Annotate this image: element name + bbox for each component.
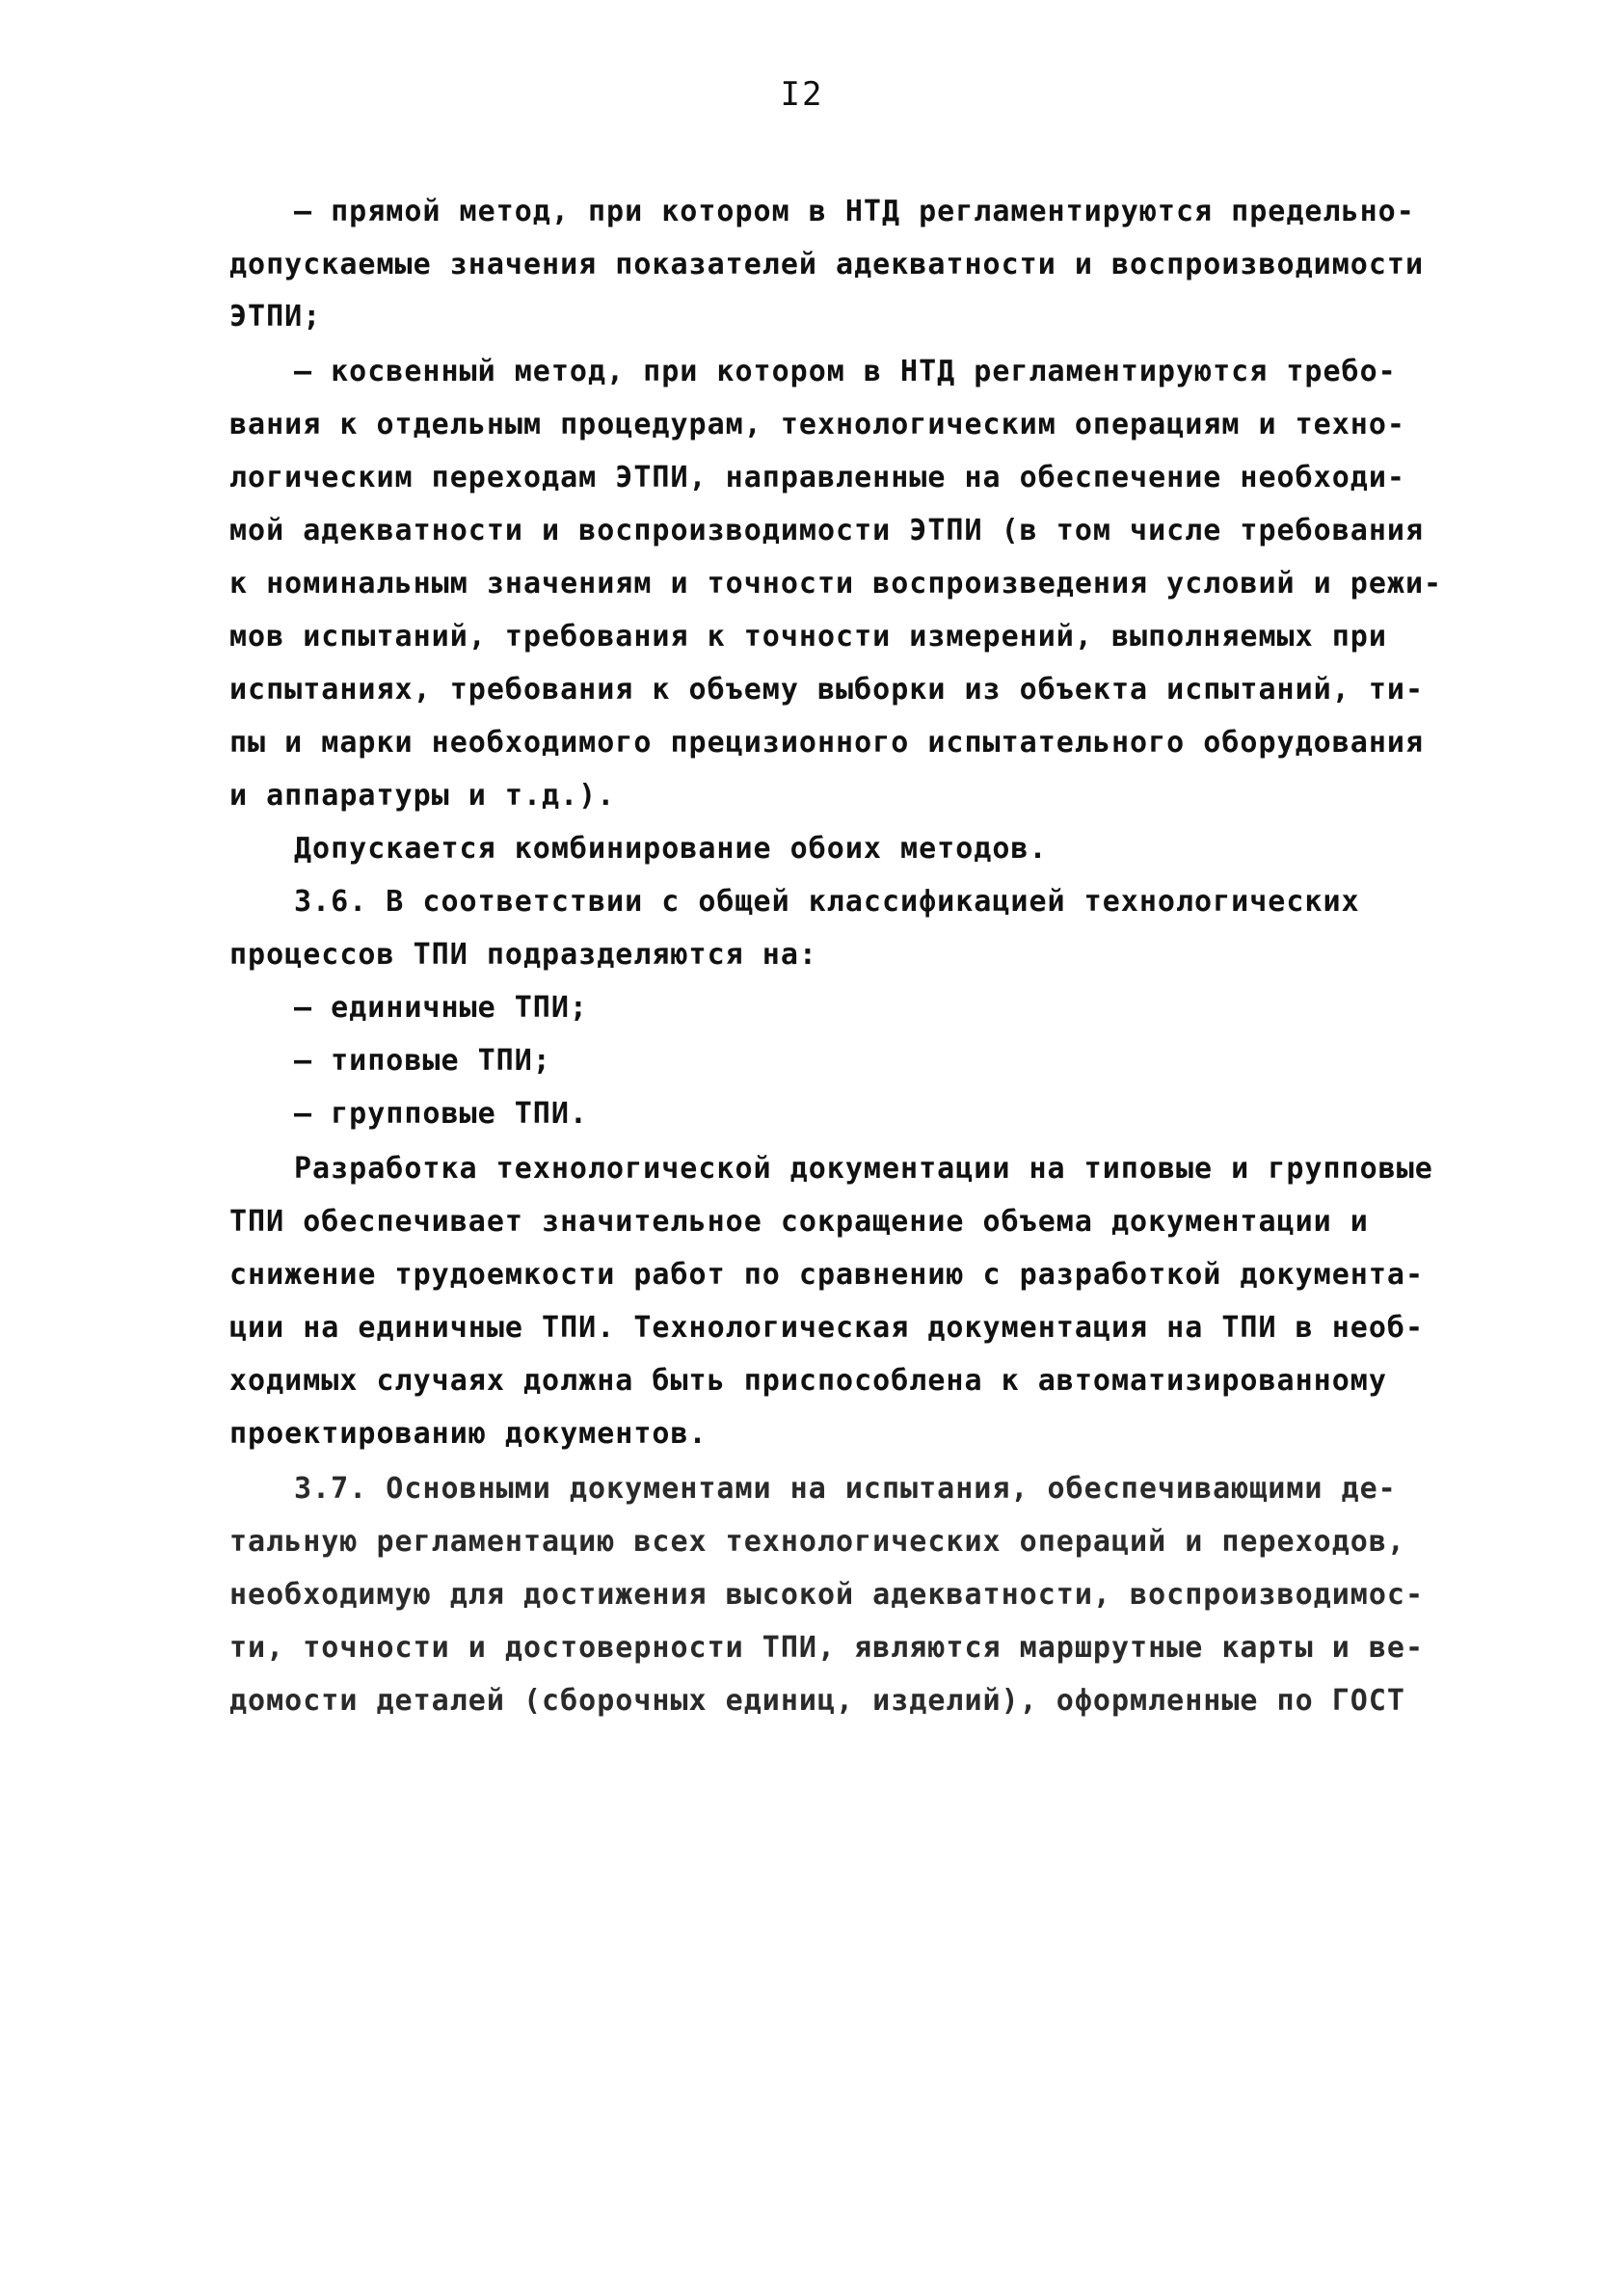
text-line: мой адекватности и воспроизводимости ЭТПИ (в том числе требования	[229, 514, 1424, 547]
text-line: домости деталей (сборочных единиц, изделий), оформленные по ГОСТ	[229, 1684, 1405, 1718]
text-line: – косвенный метод, при котором в НТД регламентируются требо-	[294, 355, 1397, 388]
text-line: ЭТПИ;	[229, 300, 322, 334]
text-line: ции на единичные ТПИ. Технологическая документация на ТПИ в необ-	[229, 1311, 1424, 1345]
list-item: – групповые ТПИ.	[294, 1097, 588, 1131]
text-line: и аппаратуры и т.д.).	[229, 779, 616, 813]
text-line: логическим переходам ЭТПИ, направленные на обеспечение необходи-	[229, 461, 1405, 494]
text-line: пы и марки необходимого прецизионного испытательного оборудования	[229, 726, 1424, 760]
text-line: проектированию документов.	[229, 1417, 708, 1451]
page-number: I2	[780, 75, 824, 114]
list-item: – единичные ТПИ;	[294, 991, 588, 1025]
text-line: к номинальным значениям и точности воспроизведения условий и режи-	[229, 567, 1443, 601]
text-line: Допускается комбинирование обоих методов.	[294, 832, 1048, 866]
text-line: 3.7. Основными документами на испытания, обеспечивающими де-	[294, 1472, 1397, 1506]
text-line: испытаниях, требования к объему выборки из объекта испытаний, ти-	[229, 673, 1424, 707]
text-line: ТПИ обеспечивает значительное сокращение объема документации и	[229, 1205, 1369, 1239]
text-line: 3.6. В соответствии с общей классификацией технологических	[294, 885, 1360, 919]
text-line: процессов ТПИ подразделяются на:	[229, 938, 817, 972]
text-line: необходимую для достижения высокой адекватности, воспроизводимос-	[229, 1578, 1424, 1612]
text-line: Разработка технологической документации на типовые и групповые	[294, 1152, 1433, 1186]
text-line: тальную регламентацию всех технологических операций и переходов,	[229, 1525, 1405, 1559]
text-line: – прямой метод, при котором в НТД регламентируются предельно-	[294, 195, 1415, 228]
text-line: вания к отдельным процедурам, технологическим операциям и техно-	[229, 408, 1405, 441]
text-line: мов испытаний, требования к точности измерений, выполняемых при	[229, 620, 1387, 654]
text-line: ти, точности и достоверности ТПИ, являются маршрутные карты и ве-	[229, 1631, 1424, 1665]
text-line: ходимых случаях должна быть приспособлена к автоматизированному	[229, 1364, 1387, 1398]
text-line: снижение трудоемкости работ по сравнению с разработкой документа-	[229, 1258, 1424, 1292]
list-item: – типовые ТПИ;	[294, 1044, 551, 1078]
text-line: допускаемые значения показателей адекватности и воспроизводимости	[229, 248, 1424, 281]
